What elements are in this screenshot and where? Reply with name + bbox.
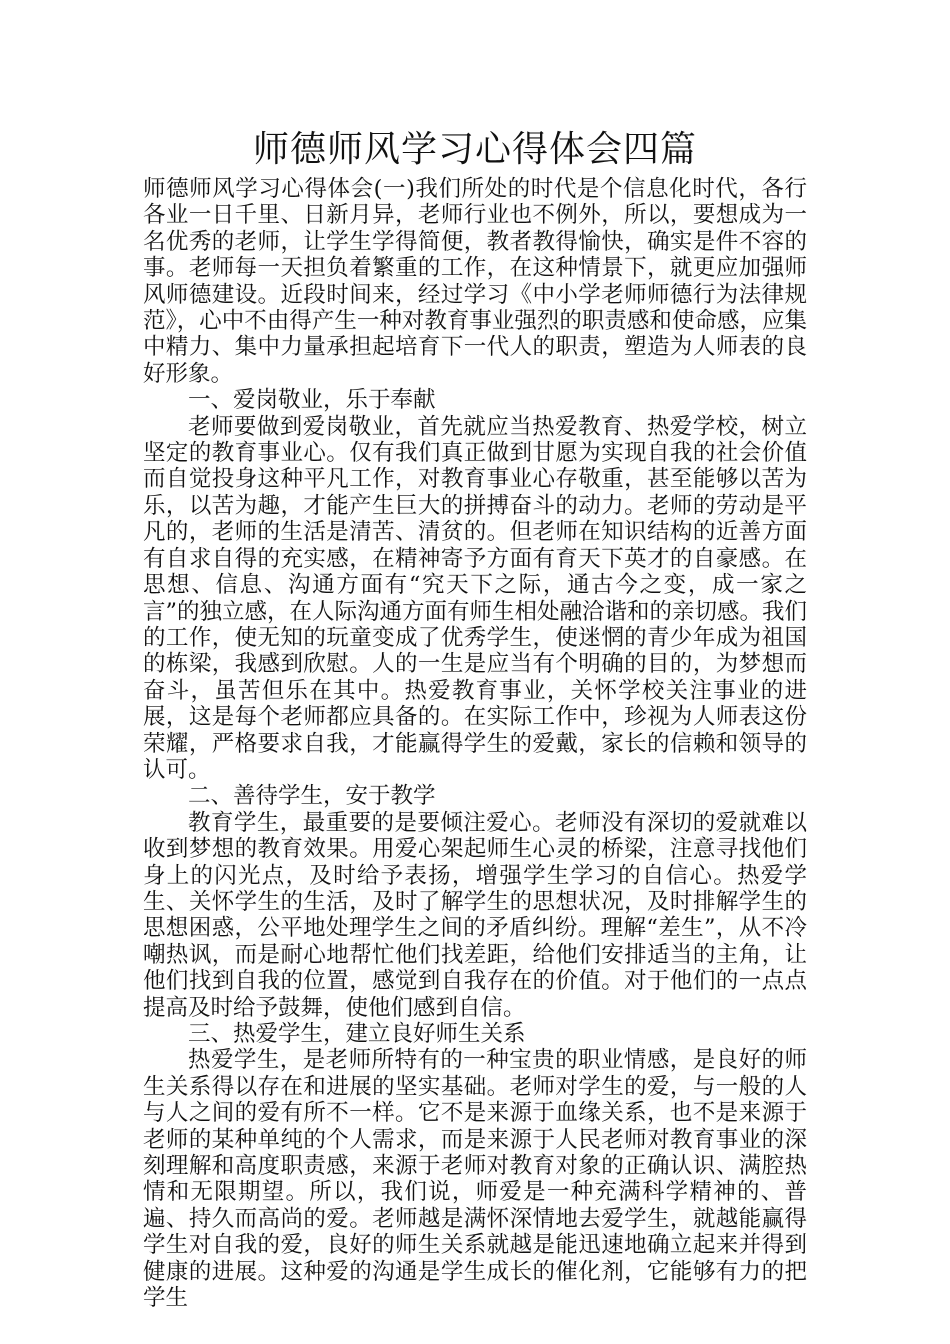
document-title: 师德师风学习心得体会四篇 bbox=[252, 129, 697, 170]
section-heading-3: 三、热爱学生，建立良好师生关系 bbox=[188, 1021, 526, 1047]
section-heading-1: 一、爱岗敬业，乐于奉献 bbox=[188, 387, 436, 414]
section-heading-2: 二、善待学生，安于教学 bbox=[188, 783, 436, 810]
section-paragraph-2: 教育学生，最重要的是要倾注爱心。老师没有深切的爱就难以收到梦想的教育效果。用爱心架起师生心灵的桥梁，注意寻找他们身上的闪光点，及时给予表扬，增强学生学习的自信心。热爱学生、关怀学生的生活，及时了解学生的思想状况，及时排解学生的思想困惑，公平地处理学生之间的矛盾纠纷。理解“差生”，从不冷嘲热讽，而是耐心地帮忙他们找差距，给他们安排适当的主角，让他们找到自我的位置，感觉到自我存在的价值。对于他们的一点点提高及时给予鼓舞，使他们感到自信。 bbox=[143, 809, 807, 1021]
section-paragraph-3: 热爱学生，是老师所特有的一种宝贵的职业情感，是良好的师生关系得以存在和进展的坚实基础。老师对学生的爱，与一般的人与人之间的爱有所不一样。它不是来源于血缘关系，也不是来源于老师的某种单纯的个人需求，而是来源于人民老师对教育事业的深刻理解和高度职责感，来源于老师对教育对象的正确认识、满腔热情和无限期望。所以，我们说，师爱是一种充满科学精神的、普遍、持久而高尚的爱。老师越是满怀深情地去爱学生，就越能赢得学生对自我的爱，良好的师生关系就越是能迅速地确立起来并得到健康的进展。这种爱的沟通是学生成长的催化剂，它能够有力的把学生 bbox=[143, 1047, 807, 1312]
document-body bbox=[143, 176, 807, 1311]
section-paragraph-1: 老师要做到爱岗敬业，首先就应当热爱教育、热爱学校，树立坚定的教育事业心。仅有我们真正做到甘愿为实现自我的社会价值而自觉投身这种平凡工作，对教育事业心存敬重，甚至能够以苦为乐，以苦为趣，才能产生巨大的拼搏奋斗的动力。老师的劳动是平凡的，老师的生活是清苦、清贫的。但老师在知识结构的近善方面有自求自得的充实感，在精神寄予方面有育天下英才的自豪感。在思想、信息、沟通方面有“究天下之际，通古今之变，成一家之言”的独立感，在人际沟通方面有师生相处融洽谐和的亲切感。我们的工作，使无知的玩童变成了优秀学生，使迷惘的青少年成为祖国的栋梁，我感到欣慰。人的一生是应当有个明确的目的，为梦想而奋斗，虽苦但乐在其中。热爱教育事业，关怀学校关注事业的进展，这是每个老师都应具备的。在实际工作中，珍视为人师表这份荣耀，严格要求自我，才能赢得学生的爱戴，家长的信赖和领导的认可。 bbox=[143, 413, 808, 783]
intro-paragraph: 师德师风学习心得体会(一)我们所处的时代是个信息化时代，各行各业一日千里、日新月异，老师行业也不例外，所以，要想成为一名优秀的老师，让学生学得简便，教者教得愉快，确实是件不容的事。老师每一天担负着繁重的工作，在这种情景下，就更应加强师风师德建设。近段时间来，经过学习《中小学老师师德行为法律规范》，心中不由得产生一种对教育事业强烈的职责感和使命感，应集中精力、集中力量承担起培育下一代人的职责，塑造为人师表的良好形象。 bbox=[143, 176, 807, 387]
